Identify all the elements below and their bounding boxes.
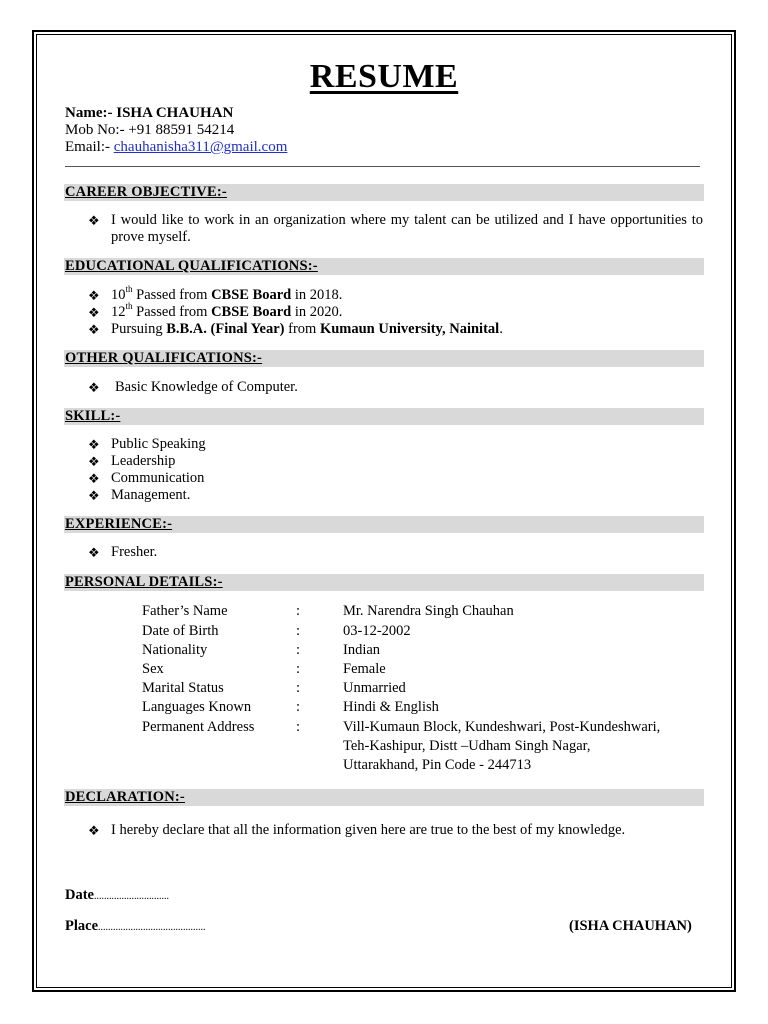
career-objective-text: I would like to work in an organization where my talent can be utilized and I have opportunities to prove myself. [111, 212, 703, 245]
place-line [65, 918, 206, 935]
resume-title: RESUME [309, 58, 459, 95]
detail-label-nationality: Nationality [142, 642, 208, 658]
sentence-end: . [499, 321, 503, 337]
detail-separator: : [296, 719, 301, 735]
board-name: CBSE Board [211, 304, 292, 320]
personal-details-heading: PERSONAL DETAILS:- [65, 574, 223, 590]
bullet-icon: ❖ [88, 380, 100, 395]
detail-label-languages: Languages Known [142, 699, 252, 715]
detail-separator: : [296, 661, 301, 677]
bullet-icon: ❖ [88, 322, 100, 337]
course-year: (Final Year) [210, 321, 285, 337]
skill-item: Leadership [111, 453, 176, 469]
board-name: CBSE Board [211, 287, 292, 303]
bullet-icon: ❖ [88, 454, 100, 469]
detail-value-address-line3: Uttarakhand, Pin Code - 244713 [343, 757, 532, 773]
detail-value-fathers-name: Mr. Narendra Singh Chauhan [343, 603, 514, 619]
email-label: Email:- [65, 139, 110, 155]
declaration-heading: DECLARATION:- [65, 789, 185, 805]
mobile-number: +91 88591 54214 [128, 122, 235, 138]
declaration-text: I hereby declare that all the information given here are true to the best of my knowledge. [111, 822, 626, 838]
skill-item: Communication [111, 470, 205, 486]
education-item-10th [111, 284, 343, 304]
detail-label-dob: Date of Birth [142, 623, 219, 639]
experience-heading-band [64, 516, 704, 533]
education-heading-band [64, 258, 704, 275]
detail-value-nationality: Indian [343, 642, 381, 658]
detail-separator: : [296, 680, 301, 696]
date-line [65, 887, 169, 904]
education-text: from [288, 321, 317, 337]
education-text: Passed from [136, 304, 208, 320]
career-objective-heading-band [64, 184, 704, 201]
detail-label-marital-status: Marital Status [142, 680, 224, 696]
detail-value-address-line2: Teh-Kashipur, Distt –Udham Singh Nagar, [343, 738, 591, 754]
education-item-12th [111, 301, 343, 321]
course-name: B.B.A. [166, 321, 207, 337]
detail-value-marital-status: Unmarried [343, 680, 406, 696]
experience-item: Fresher. [111, 544, 158, 560]
class-number: 12 [111, 304, 126, 320]
education-text: Passed from [136, 287, 208, 303]
bullet-icon: ❖ [88, 471, 100, 486]
education-year: in 2020. [294, 304, 343, 320]
date-dots: .............................. [94, 891, 169, 902]
experience-heading: EXPERIENCE:- [65, 516, 173, 532]
signature-name: (ISHA CHAUHAN) [569, 918, 692, 934]
detail-separator: : [296, 642, 301, 658]
name-line [65, 105, 233, 122]
detail-separator: : [296, 603, 301, 619]
ordinal-suffix: th [125, 284, 133, 295]
detail-value-sex: Female [343, 661, 386, 677]
skills-heading: SKILL:- [65, 408, 121, 424]
candidate-name: ISHA CHAUHAN [116, 105, 234, 121]
detail-label-sex: Sex [142, 661, 164, 677]
email-link[interactable]: chauhanisha311@gmail.com [113, 139, 288, 155]
education-year: in 2018. [294, 287, 343, 303]
class-number: 10 [111, 287, 126, 303]
place-label: Place [65, 918, 99, 934]
other-qualification-item: Basic Knowledge of Computer. [115, 379, 298, 395]
other-qualifications-heading-band [64, 350, 704, 367]
date-label: Date [65, 887, 94, 903]
header-divider [65, 166, 700, 167]
detail-separator: : [296, 623, 301, 639]
education-item-bba [111, 321, 503, 338]
bullet-icon: ❖ [88, 437, 100, 452]
detail-label-address: Permanent Address [142, 719, 255, 735]
mobile-label: Mob No:- [65, 122, 125, 138]
bullet-icon: ❖ [88, 305, 100, 320]
personal-details-heading-band [64, 574, 704, 591]
career-objective-heading: CAREER OBJECTIVE:- [65, 184, 227, 200]
other-qualifications-heading: OTHER QUALIFICATIONS:- [65, 350, 263, 366]
mobile-line [65, 122, 234, 139]
university-name: Kumaun University, Nainital [319, 321, 500, 337]
detail-label-fathers-name: Father’s Name [142, 603, 228, 619]
ordinal-suffix: th [125, 301, 133, 312]
declaration-heading-band [64, 789, 704, 806]
skill-item: Public Speaking [111, 436, 206, 452]
skills-heading-band [64, 408, 704, 425]
name-label: Name:- [65, 105, 113, 121]
education-heading: EDUCATIONAL QUALIFICATIONS:- [65, 258, 318, 274]
bullet-icon: ❖ [88, 288, 100, 303]
place-dots: ........................................... [98, 922, 206, 933]
bullet-icon: ❖ [88, 488, 100, 503]
bullet-icon: ❖ [88, 213, 100, 228]
detail-value-dob: 03-12-2002 [343, 623, 411, 639]
page-border-inner [36, 34, 732, 988]
skill-item: Management. [111, 487, 191, 503]
education-text: Pursuing [111, 321, 163, 337]
bullet-icon: ❖ [88, 545, 100, 560]
detail-value-languages: Hindi & English [343, 699, 439, 715]
detail-value-address-line1: Vill-Kumaun Block, Kundeshwari, Post-Kundeshwari, [343, 719, 661, 735]
detail-separator: : [296, 699, 301, 715]
bullet-icon: ❖ [88, 823, 100, 838]
email-line [65, 139, 287, 156]
